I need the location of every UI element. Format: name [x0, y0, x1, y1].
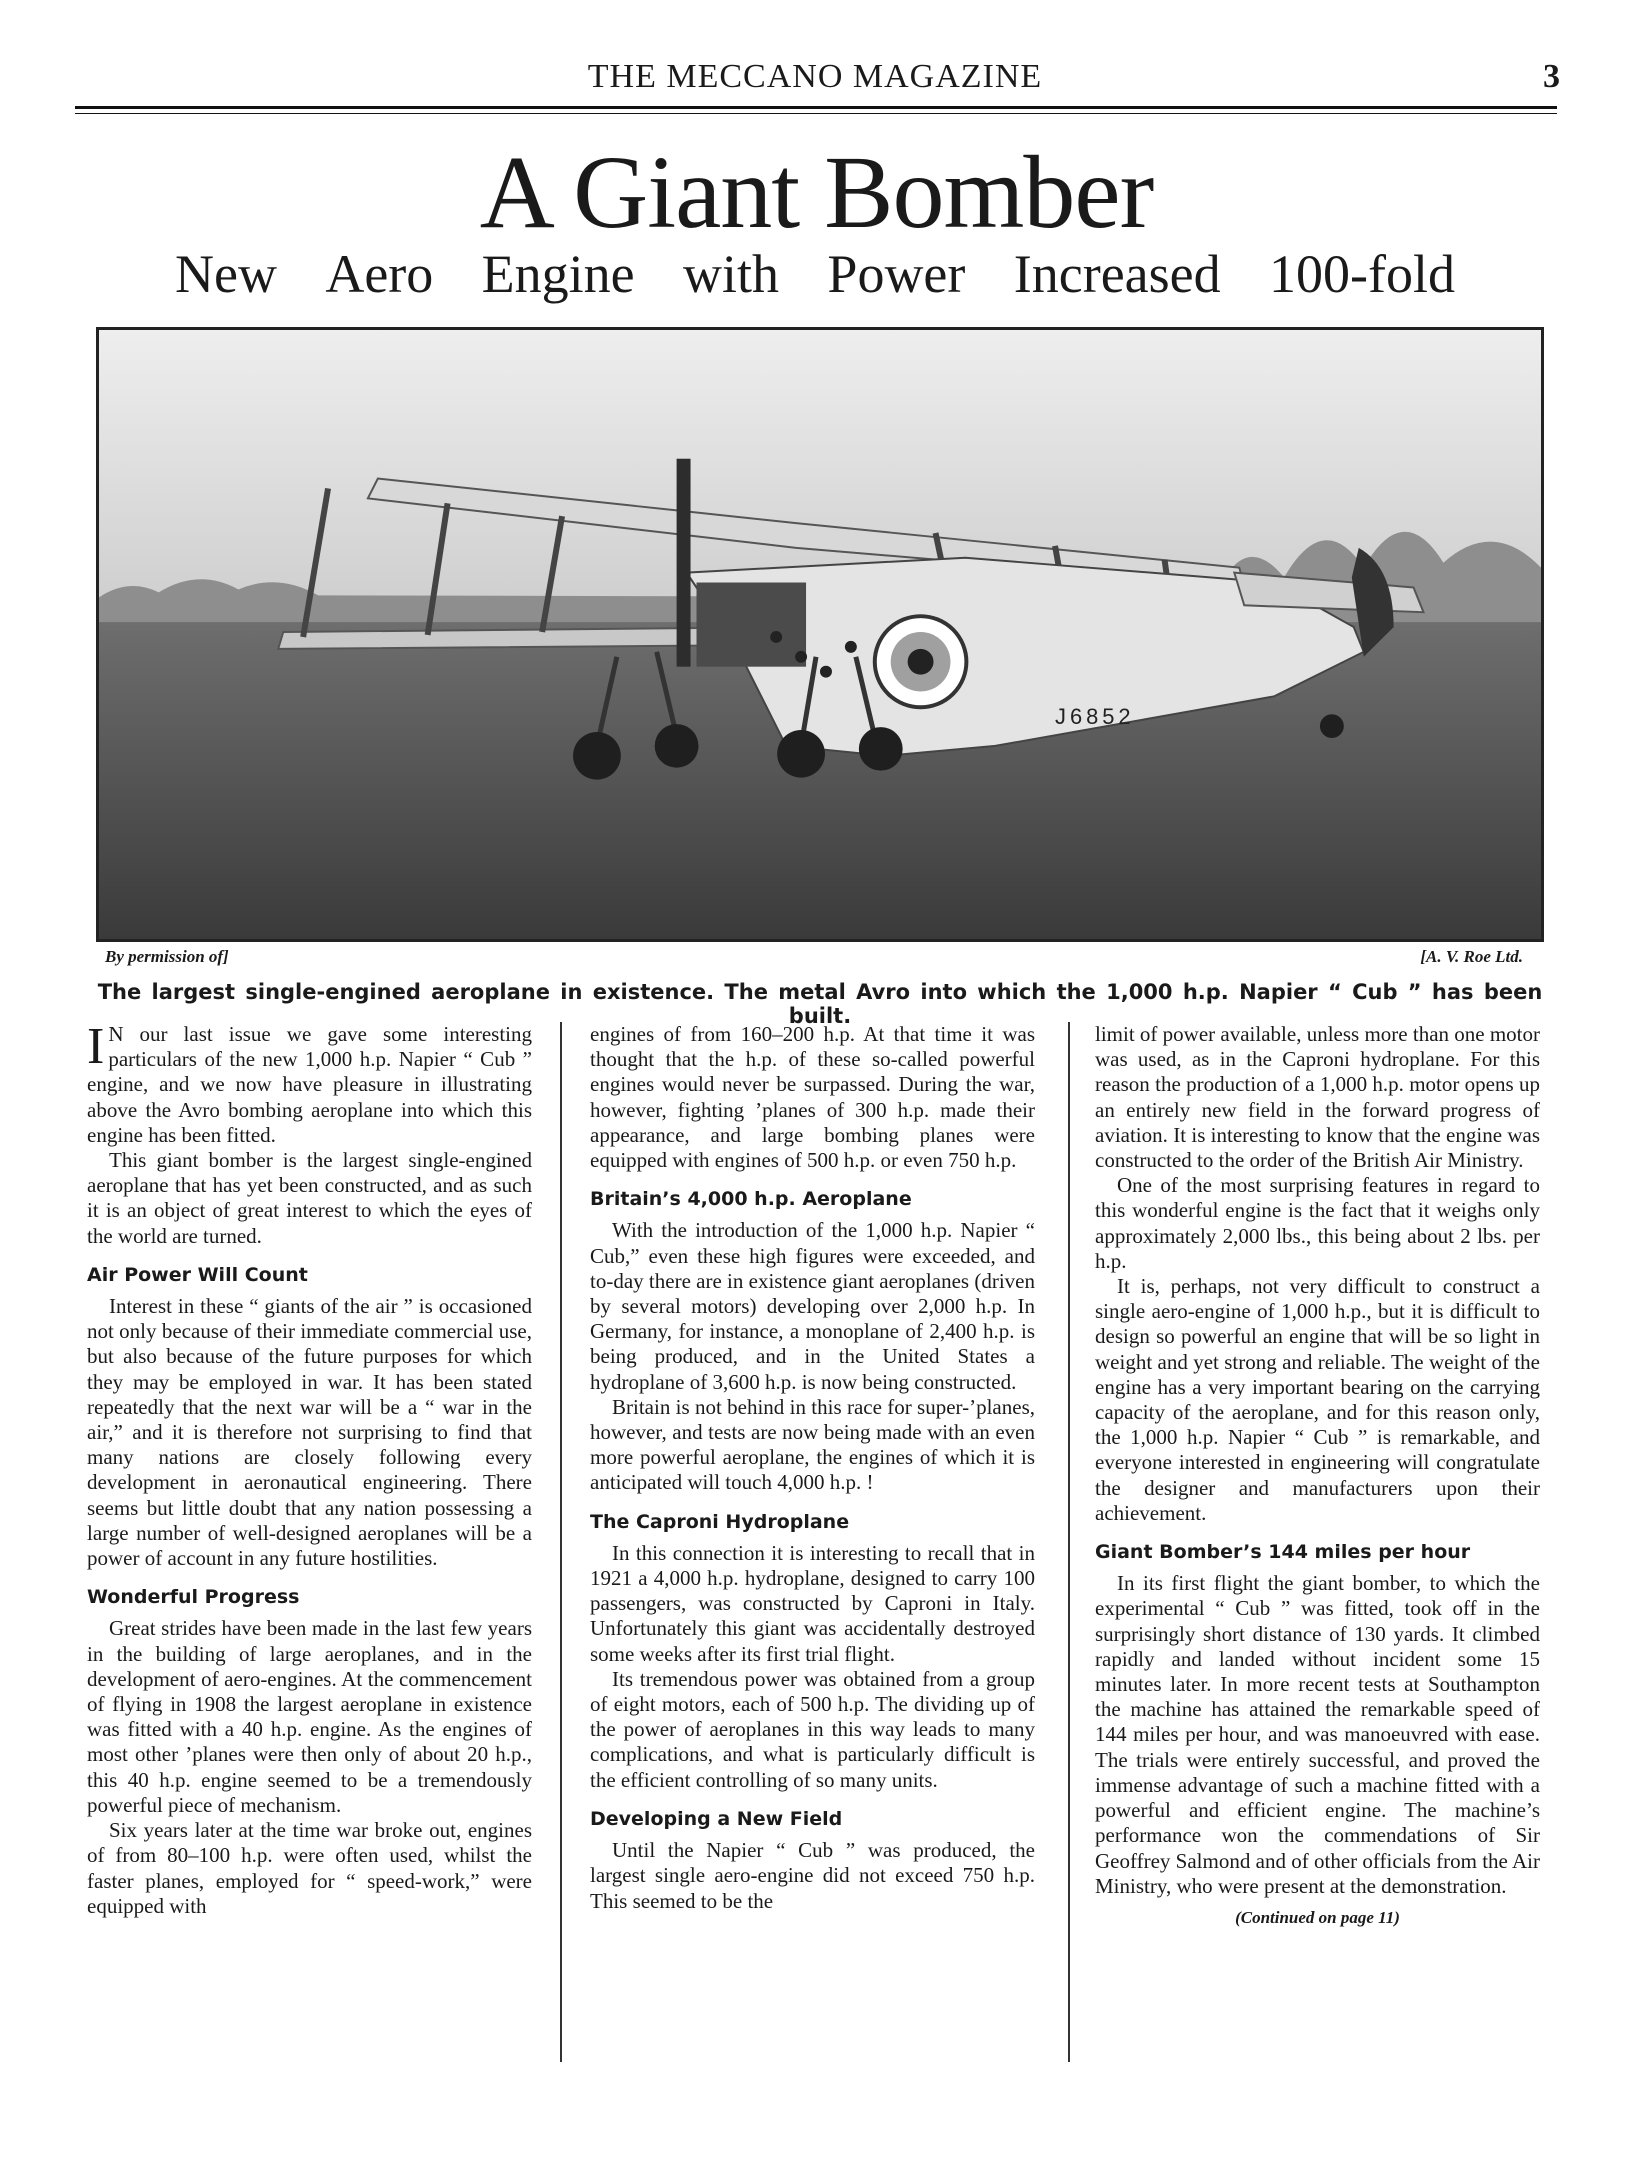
photo-caption: The largest single-engined aeroplane in existence. The metal Avro into which the 1,000 h.p. Napier “ Cub ” has been built.	[97, 980, 1543, 1028]
section-heading: Developing a New Field	[590, 1807, 843, 1830]
column-divider	[1068, 1022, 1070, 2062]
bomber-photo	[96, 327, 1544, 942]
paragraph: One of the most surprising features in regard to this wonderful engine is the fact that it weighs only approximately 2,000 lbs., this being about 2 lbs. per h.p.	[1095, 1173, 1540, 1273]
paragraph: Six years later at the time war broke out, engines of from 80–100 h.p. were often used, whilst the faster planes, employed for “ speed-work,” were equipped with	[87, 1818, 532, 1918]
paragraph: With the introduction of the 1,000 h.p. Napier “ Cub,” even these high figures were exceeded, and to-day there are in existence giant aeroplanes (driven by several motors) developing over 2,000 h.p. In Germany, for instance, a monoplane of 2,400 h.p. is being produced, and in the United States a hydroplane of 3,600 h.p. is now being constructed.	[590, 1218, 1035, 1394]
subhead-word: Power	[827, 244, 966, 304]
section-heading: Britain’s 4,000 h.p. Aeroplane	[590, 1188, 912, 1211]
header-rule-thin	[75, 113, 1557, 114]
header-rule	[75, 106, 1557, 109]
section-heading: Giant Bomber’s 144 miles per hour	[1095, 1541, 1471, 1564]
registration-mark: J6852	[1055, 704, 1135, 730]
paragraph: limit of power available, unless more than one motor was used, as in the Caproni hydroplane. For this reason the production of a 1,000 h.p. motor opens up an entirely new field in the forward progress of aviation. It is interesting to know that the engine was constructed to the order of the British Air Ministry.	[1095, 1022, 1540, 1173]
running-title: THE MECCANO MAGAZINE	[587, 58, 1043, 95]
paragraph: Interest in these “ giants of the air ” is occasioned not only because of their immediate commercial use, but also because of the future purposes for which they may be employed in war. It has been stated repeatedly that the next war will be a “ war in the air,” and it is therefore not surprising to find that many nations are closely following every development in aeronautical engineering. There seems but little doubt that any nation possessing a large number of well-designed aeroplanes will be a power of account in any future hostilities.	[87, 1294, 532, 1571]
paragraph-text: N our last issue we gave some interesting particulars of the new 1,000 h.p. Napier “ Cub ” engine, and we now have pleasure in illustrating above the Avro bombing aeroplane into which this engine has been fitted.	[87, 1022, 532, 1147]
column-divider	[560, 1022, 562, 2062]
paragraph: It is, perhaps, not very difficult to construct a single aero-engine of 1,000 h.p., but it is difficult to design so powerful an engine that will be so light in weight and yet strong and reliable. The weight of the engine has a very important bearing on the carrying capacity of the aeroplane, and for this reason only, the 1,000 h.p. Napier “ Cub ” is remarkable, and everyone interested in engineering will congratulate the designer and manufacturers upon their achievement.	[1095, 1274, 1540, 1525]
section-heading: The Caproni Hydroplane	[590, 1510, 850, 1533]
paragraph	[87, 1018, 532, 1148]
subhead-word: Increased	[1013, 244, 1221, 304]
article-column-1	[87, 1018, 532, 1919]
subhead-word: 100-fold	[1269, 244, 1455, 304]
subhead-word: New	[175, 244, 277, 304]
subhead-word: Engine	[481, 244, 635, 304]
paragraph: engines of from 160–200 h.p. At that time it was thought that the h.p. of these so-called powerful engines would never be surpassed. During the war, however, fighting ’planes of 300 h.p. made their appearance, and large bombing planes were equipped with engines of 500 h.p. or even 750 h.p.	[590, 1022, 1035, 1173]
section-heading: Air Power Will Count	[87, 1263, 308, 1286]
headline: A Giant Bomber	[479, 135, 1154, 250]
paragraph: Britain is not behind in this race for super-’planes, however, and tests are now being made with an even more powerful aeroplane, the engines of which it is anticipated will touch 4,000 h.p. !	[590, 1394, 1035, 1495]
continued-note: (Continued on page 11)	[1235, 1907, 1400, 1927]
engine-cowling	[697, 583, 807, 667]
subhead-word: with	[683, 244, 780, 304]
photo-credit-right: [A. V. Roe Ltd.	[1420, 947, 1523, 966]
article-column-3	[1095, 1022, 1540, 1930]
paragraph: In this connection it is interesting to recall that in 1921 a 4,000 h.p. hydroplane, designed to carry 100 passengers, was constructed by Caproni in Italy. Unfortunately this giant was accidentally destroyed some weeks after its first trial flight.	[590, 1540, 1035, 1666]
subhead-word: Aero	[325, 244, 434, 304]
biplane-illustration	[99, 330, 1541, 939]
article-column-2	[590, 1022, 1035, 1914]
paragraph: This giant bomber is the largest single-engined aeroplane that has yet been constructed, and as such it is an object of great interest to which the eyes of the world are turned.	[87, 1148, 532, 1248]
paragraph: Its tremendous power was obtained from a group of eight motors, each of 500 h.p. The dividing up of the power of aeroplanes in this way leads to many complications, and what is particularly difficult is the efficient controlling of so many units.	[590, 1666, 1035, 1792]
photo-credit-left: By permission of]	[105, 947, 229, 966]
section-heading: Wonderful Progress	[87, 1586, 300, 1609]
roundel-centre	[908, 649, 934, 675]
drop-cap: I	[87, 1018, 105, 1075]
paragraph: Great strides have been made in the last few years in the building of large aeroplanes, and in the development of aero-engines. At the commencement of flying in 1908 the largest aeroplane in existence was fitted with a 40 h.p. engine. As the engines of most other ’planes were then only of about 20 h.p., this 40 h.p. engine seemed to be a tremendously powerful piece of mechanism.	[87, 1616, 532, 1817]
paragraph: In its first flight the giant bomber, to which the experimental “ Cub ” was fitted, took off in the surprisingly short distance of 130 yards. It climbed rapidly and landed without incident some 15 minutes later. In more recent tests at Southampton the machine has attained the remarkable speed of 144 miles per hour, and was manoeuvred with ease. The trials were entirely successful, and proved the immense advantage of such a machine fitted with a powerful and efficient engine. The machine’s performance won the commendations of Sir Geoffrey Salmond and of other officials from the Air Ministry, who were present at the demonstration.	[1095, 1571, 1540, 1898]
page-number: 3	[1543, 58, 1560, 95]
propeller	[677, 459, 691, 667]
running-header	[70, 58, 1560, 104]
subhead	[175, 244, 1455, 304]
paragraph: Until the Napier “ Cub ” was produced, the largest single aero-engine did not exceed 750 h.p. This seemed to be the	[590, 1838, 1035, 1913]
